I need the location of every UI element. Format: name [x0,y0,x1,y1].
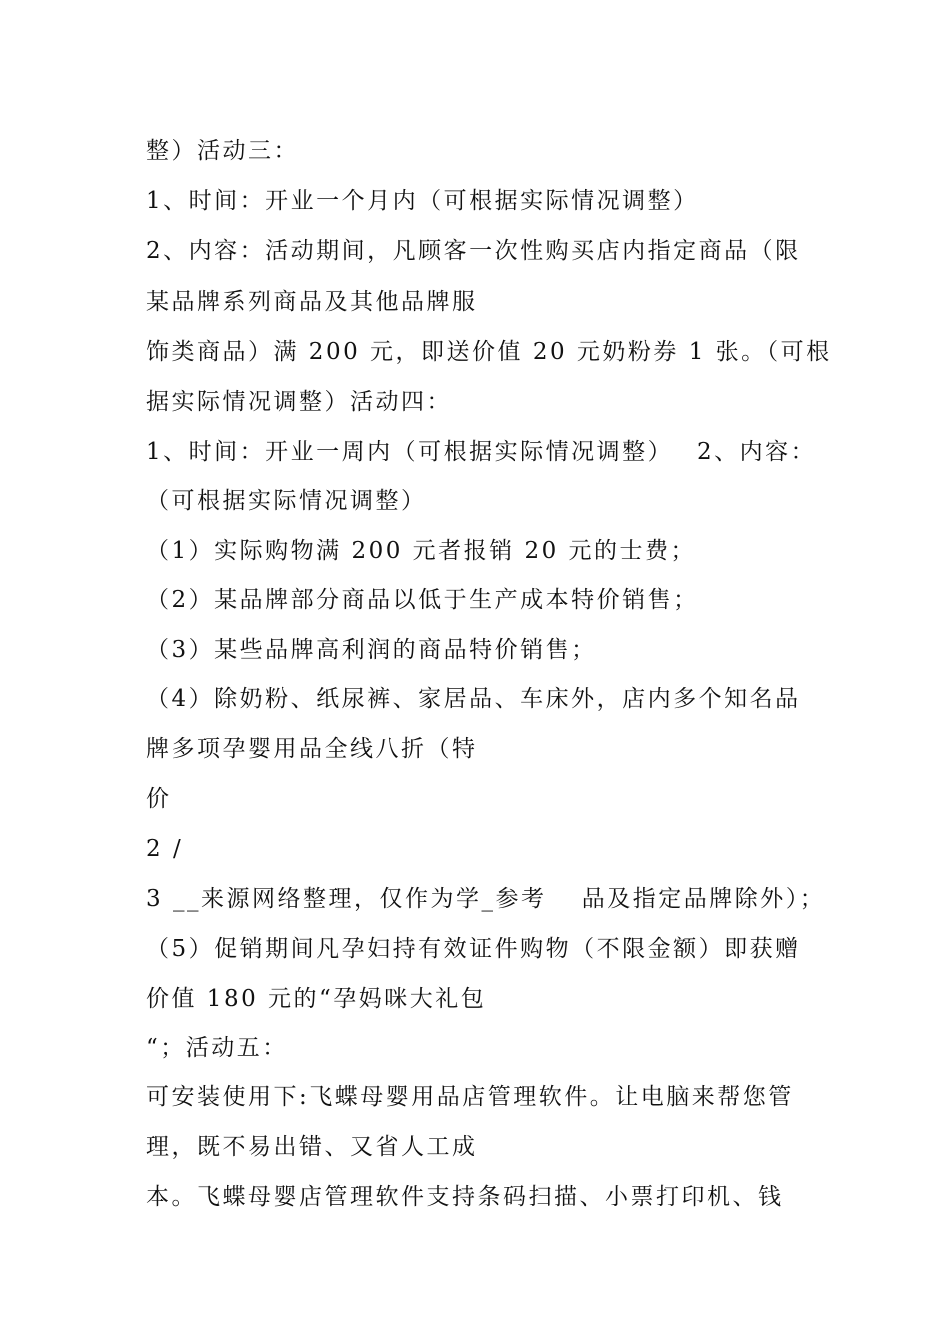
text-line: （4）除奶粉、纸尿裤、家居品、车床外，店内多个知名品 [146,686,801,712]
text-line: 1、时间：开业一个月内（可根据实际情况调整） [146,188,699,214]
text-line: 3 __来源网络整理，仅作为学_参考 品及指定品牌除外）； [146,886,826,912]
text-line: 价 [146,786,172,812]
text-line: 某品牌系列商品及其他品牌服 [146,289,478,315]
text-line: 据实际情况调整）活动四： [146,389,452,415]
text-line: （1）实际购物满 200 元者报销 20 元的士费； [146,538,697,564]
text-line: 可安装使用下:飞蝶母婴用品店管理软件。让电脑来帮您管 [146,1084,794,1110]
text-line: 整）活动三： [146,138,299,164]
text-line: “；活动五： [146,1035,288,1061]
text-line: （2）某品牌部分商品以低于生产成本特价销售； [146,587,699,613]
text-line: 理，既不易出错、又省人工成 [146,1134,478,1160]
page-number: 2 / [146,836,184,862]
text-line: （3）某些品牌高利润的商品特价销售； [146,637,597,663]
text-line: 牌多项孕婴用品全线八折（特 [146,736,478,762]
text-line: 2、内容：活动期间，凡顾客一次性购买店内指定商品（限 [146,238,801,264]
text-line: （可根据实际情况调整） [146,488,427,514]
text-line: 本。飞蝶母婴店管理软件支持条码扫描、小票打印机、钱 [146,1184,784,1210]
text-line: 1、时间：开业一周内（可根据实际情况调整） 2、内容： [146,439,817,465]
text-line: 饰类商品）满 200 元，即送价值 20 元奶粉券 1 张。（可根 [146,339,832,365]
text-line: 价值 180 元的“孕妈咪大礼包 [146,986,487,1012]
text-line: （5）促销期间凡孕妇持有效证件购物（不限金额）即获赠 [146,936,801,962]
